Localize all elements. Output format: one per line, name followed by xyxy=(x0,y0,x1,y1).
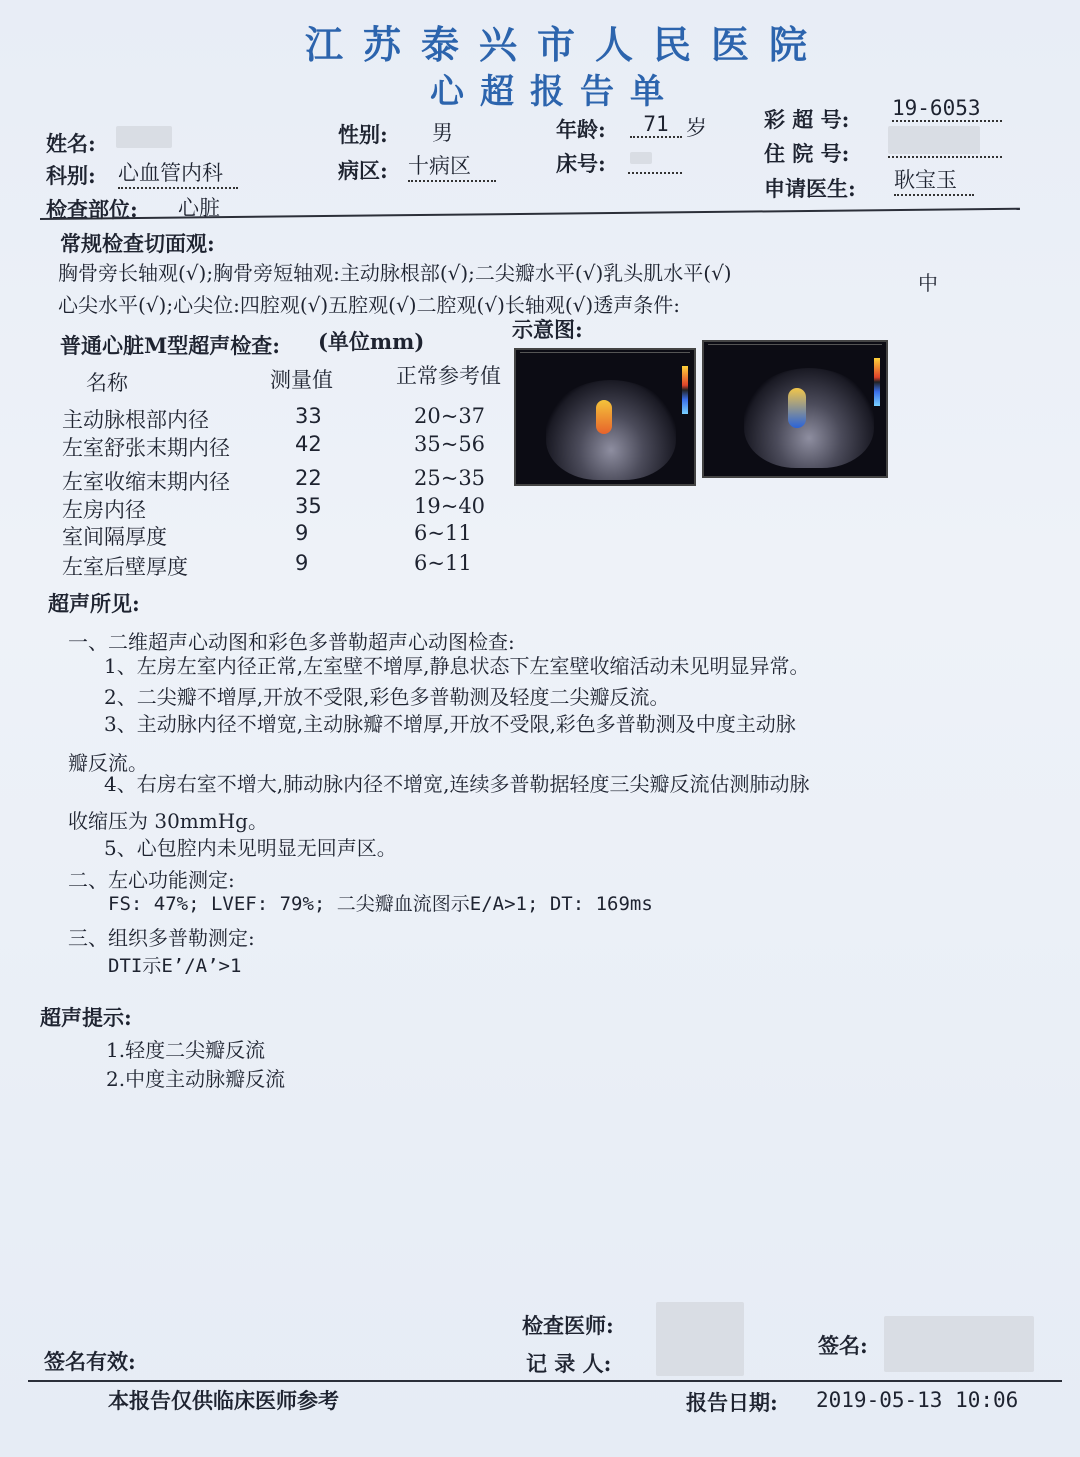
bed-label: 床号: xyxy=(556,151,606,176)
site-value: 心脏 xyxy=(178,196,220,220)
report-title: 心超报告单 xyxy=(430,72,680,112)
findings-item-1: 1、左房左室内径正常,左室壁不增厚,静息状态下左室壁收缩活动未见明显异常。 xyxy=(104,654,810,678)
redacted-bed xyxy=(630,152,652,164)
site-label: 检查部位: xyxy=(46,197,138,222)
redacted-examiner xyxy=(656,1302,744,1376)
mmode-name: 室间隔厚度 xyxy=(62,525,167,549)
findings-section-3: 三、组织多普勒测定: xyxy=(68,926,255,950)
doctor-label: 申请医生: xyxy=(764,176,856,201)
footer-note: 本报告仅供临床医师参考 xyxy=(108,1388,339,1413)
mmode-row xyxy=(0,404,486,434)
redacted-signature xyxy=(884,1316,1034,1372)
mmode-row xyxy=(0,551,480,581)
report-date-label: 报告日期: xyxy=(686,1390,778,1415)
views-heading: 常规检查切面观: xyxy=(60,231,215,256)
findings-section-2: 二、左心功能测定: xyxy=(68,868,235,892)
mmode-heading: 普通心脏M型超声检查: xyxy=(60,333,280,358)
echo-no-label: 彩 超 号: xyxy=(764,107,850,132)
dept-value: 心血管内科 xyxy=(118,157,238,189)
findings-heading: 超声所见: xyxy=(48,591,140,616)
col-normal-header: 正常参考值 xyxy=(396,364,501,388)
conclusion-item-1: 1.轻度二尖瓣反流 xyxy=(106,1038,266,1062)
gender-label: 性别: xyxy=(338,122,388,147)
mmode-row xyxy=(0,466,486,496)
mmode-name: 左室舒张末期内径 xyxy=(62,436,230,460)
mmode-normal: 20~37 xyxy=(414,404,486,428)
findings-item-5: 5、心包腔内未见明显无回声区。 xyxy=(104,836,397,860)
dti-value: DTI示E’/A’>1 xyxy=(108,955,242,977)
findings-item-2: 2、二尖瓣不增厚,开放不受限,彩色多普勒测及轻度二尖瓣反流。 xyxy=(104,685,670,709)
mmode-unit: (单位mm) xyxy=(318,329,425,354)
hospital-name: 江苏泰兴市人民医院 xyxy=(305,22,828,67)
age-value: 71 xyxy=(630,112,682,138)
redacted-inpatient-no xyxy=(888,126,980,154)
recorder-label: 记 录 人: xyxy=(526,1351,612,1376)
mmode-row xyxy=(0,494,486,524)
mmode-row xyxy=(0,432,486,462)
mmode-name: 左室收缩末期内径 xyxy=(62,470,230,494)
gender-value: 男 xyxy=(432,121,453,145)
col-measured-header: 测量值 xyxy=(270,368,333,392)
name-label: 姓名: xyxy=(46,131,96,156)
echo-image-1 xyxy=(514,348,696,486)
mmode-measured: 9 xyxy=(295,551,309,575)
mmode-measured: 33 xyxy=(295,404,322,428)
footer-divider xyxy=(28,1380,1062,1382)
findings-item-4b: 收缩压为 30mmHg。 xyxy=(68,809,268,833)
findings-section-1: 一、二维超声心动图和彩色多普勒超声心动图检查: xyxy=(68,630,515,654)
ward-value: 十病区 xyxy=(408,150,496,182)
findings-item-3b: 瓣反流。 xyxy=(68,751,148,775)
conclusion-heading: 超声提示: xyxy=(40,1005,132,1030)
mmode-measured: 22 xyxy=(295,466,322,490)
mmode-normal: 19~40 xyxy=(414,494,486,518)
diagram-label: 示意图: xyxy=(512,317,583,342)
col-name-header: 名称 xyxy=(86,371,128,395)
signature-valid-label: 签名有效: xyxy=(44,1349,136,1374)
mmode-name: 主动脉根部内径 xyxy=(62,408,209,432)
mmode-row xyxy=(0,521,480,551)
mmode-name: 左房内径 xyxy=(62,498,146,522)
views-line-1: 胸骨旁长轴观(√);胸骨旁短轴观:主动脉根部(√);二尖瓣水平(√)乳头肌水平(√) xyxy=(58,261,732,285)
examiner-label: 检查医师: xyxy=(522,1313,614,1338)
mmode-measured: 42 xyxy=(295,432,322,456)
lv-function-values: FS: 47%; LVEF: 79%; 二尖瓣血流图示E/A>1; DT: 169ms xyxy=(108,893,653,915)
age-unit: 岁 xyxy=(686,116,707,140)
doctor-value: 耿宝玉 xyxy=(894,164,974,196)
mmode-normal: 35~56 xyxy=(414,432,486,456)
dept-label: 科别: xyxy=(46,163,96,188)
mmode-normal: 6~11 xyxy=(414,521,472,545)
redacted-name xyxy=(116,126,172,148)
inpatient-no-label: 住 院 号: xyxy=(764,141,850,166)
echo-no-value: 19-6053 xyxy=(892,96,1002,122)
echo-image-2 xyxy=(702,340,888,478)
mmode-normal: 25~35 xyxy=(414,466,486,490)
mmode-measured: 9 xyxy=(295,521,309,545)
conclusion-item-2: 2.中度主动脉瓣反流 xyxy=(106,1067,286,1091)
mmode-normal: 6~11 xyxy=(414,551,472,575)
acoustic-value: 中 xyxy=(918,271,938,295)
views-line-2: 心尖水平(√);心尖位:四腔观(√)五腔观(√)二腔观(√)长轴观(√)透声条件: xyxy=(58,293,680,317)
findings-item-3a: 3、主动脉内径不增宽,主动脉瓣不增厚,开放不受限,彩色多普勒测及中度主动脉 xyxy=(104,712,796,736)
mmode-measured: 35 xyxy=(295,494,322,518)
sign-label: 签名: xyxy=(818,1333,868,1358)
age-label: 年龄: xyxy=(556,117,606,142)
ward-label: 病区: xyxy=(338,158,388,183)
report-date-value: 2019-05-13 10:06 xyxy=(816,1388,1019,1412)
findings-item-4a: 4、右房右室不增大,肺动脉内径不增宽,连续多普勒据轻度三尖瓣反流估测肺动脉 xyxy=(104,772,810,796)
mmode-name: 左室后壁厚度 xyxy=(62,555,188,579)
